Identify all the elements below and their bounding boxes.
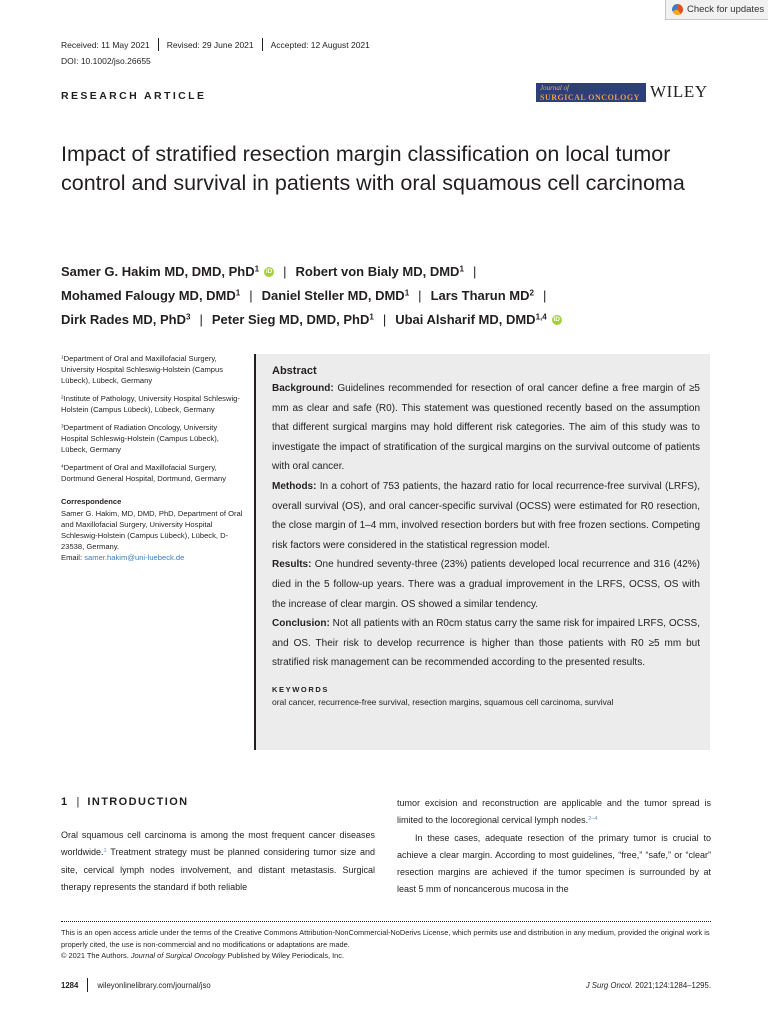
author[interactable]: Robert von Bialy MD, DMD$^1$ (295, 264, 464, 279)
author[interactable]: Daniel Steller MD, DMD$^1$ (261, 288, 410, 303)
author[interactable]: Peter Sieg MD, DMD, PhD$^1$ (211, 312, 374, 327)
affiliations (61, 353, 246, 563)
license-note (61, 927, 711, 962)
license-text: This is an open access article under the terms of the Creative Commons Attribution-NonCommercial-NoDerivs License, which permits use and distribution in any medium, provided the original work is properly cited, the use is non-commercial and no modifications or adaptations are made. (61, 928, 710, 949)
keywords-heading: KEYWORDS (272, 684, 329, 694)
check-for-updates-label: Check for updates (687, 4, 765, 15)
author[interactable]: Samer G. Hakim MD, DMD, PhD$^1$iD (61, 264, 274, 279)
divider (87, 978, 88, 992)
article-dates (61, 38, 370, 51)
journal-citation: J Surg Oncol. 2021;124:1284–1295. (585, 980, 711, 990)
article-type: RESEARCH ARTICLE (61, 90, 207, 102)
abstract-box (254, 354, 710, 750)
divider (158, 38, 159, 51)
orcid-icon[interactable] (552, 315, 562, 325)
correspondence-email-line: Email: samer.hakim@uni-luebeck.de (61, 553, 185, 562)
author[interactable]: Mohamed Falougy MD, DMD$^1$ (61, 288, 241, 303)
author[interactable]: Dirk Rades MD, PhD$^3$ (61, 312, 191, 327)
abstract-conclusion: Conclusion: Not all patients with an R0cm status carry the same risk for impaired LRFS, OCSS, and OS. Their risk to develop recurrence is higher than those patients with R0 ≥5 mm but stratified risk management can be recommended according to the presented results. (272, 618, 700, 669)
revised-date: Revised: 29 June 2021 (166, 39, 254, 50)
journal-logo-line1: Journal of (540, 84, 569, 92)
footnote-divider (61, 921, 711, 922)
abstract-body (272, 379, 700, 673)
journal-url[interactable]: wileyonlinelibrary.com/journal/jso (97, 980, 211, 990)
abstract-methods: Methods: In a cohort of 753 patients, the hazard ratio for local recurrence-free survival (LRFS), overall survival (OS), and oral cancer-specific survival (OCSS) were estimated for R0 resection, the close margin of 1–4 mm, involved resection borders but with free frozen sections. Competing risk factors were considered in the statistical regression model. (272, 480, 701, 551)
page-number: 1284 (61, 980, 79, 990)
doi[interactable]: DOI: 10.1002/jso.26655 (61, 56, 151, 66)
body-column-right (397, 795, 711, 899)
abstract-results: Results: One hundred seventy-three (23%) patients developed local recurrence and 316 (42%) died in the 5 follow-up years. There was a gradual improvement in the LRFS, OCSS, OS with the increase of clear margin. OS showed a similar tendency. (272, 559, 700, 610)
journal-logo-line2: SURGICAL ONCOLOGY (540, 93, 640, 102)
paragraph: In these cases, adequate resection of the primary tumor is crucial to achieve a clear margin. According to most guidelines, “free,” “safe,” or “clear” resection margins are achieved if the tumor specimen is surrounded by at least 5 mm of noncancerous mucosa in the (397, 832, 711, 895)
publisher-logo: WILEY (650, 82, 708, 101)
crossmark-icon (672, 4, 683, 15)
article-title: Impact of stratified resection margin classification on local tumor control and survival in patients with oral squamous cell carcinoma (61, 142, 685, 195)
author-list: Samer G. Hakim MD, DMD, PhD$^1$iD | Robert von Bialy MD, DMD$^1$ | Mohamed Falougy MD, DMD$^1$ | Daniel Steller MD, DMD$^1$ | Lars Tharun $MD^2$ | Dirk Rades MD, PhD$^3$ | Peter Sieg MD, DMD, PhD$^1$ | Ubai Alsharif MD, DMD$^{1,4}$iD (61, 260, 721, 332)
check-for-updates-button[interactable] (665, 0, 768, 20)
abstract-heading: Abstract (272, 365, 317, 377)
journal-logo (536, 83, 646, 102)
copyright: © 2021 The Authors. Journal of Surgical Oncology Published by Wiley Periodicals, Inc. (61, 951, 345, 960)
affiliation: $^4$Department of Oral and Maxillofacial Surgery, Dortmund General Hospital, Dortmund, Germany (61, 463, 227, 483)
author[interactable]: Ubai Alsharif MD, DMD$^{1,4}$iD (395, 312, 562, 327)
section-heading: 1 | INTRODUCTION (61, 796, 189, 808)
orcid-icon[interactable] (264, 267, 274, 277)
received-date: Received: 11 May 2021 (61, 39, 150, 50)
citation-link[interactable]: 1 (103, 848, 107, 855)
abstract-background: Background: Guidelines recommended for resection of oral cancer define a free margin of ≥5 mm as clear and safe (R0). This statement was questioned recently based on the assumption that different surgical margins may hold different risk categories. The aim of this study was to investigate the impact of stratification of the surgical margins on the survival outcome of patients with oral cancer. (272, 383, 700, 473)
email-link[interactable]: samer.hakim@uni-luebeck.de (84, 553, 185, 562)
divider (262, 38, 263, 51)
body-column-left: Oral squamous cell carcinoma is among the most frequent cancer diseases worldwide.$^1$ Treatment strategy must be planned considering tumor size and site, cervical lymph nodes involvement, and distant metastasis. Surgical therapy represents the standard if both reliable (61, 830, 375, 892)
correspondence-text: Samer G. Hakim, MD, DMD, PhD, Department of Oral and Maxillofacial Surgery, University Hospital Schleswig-Holstein (Campus Lübeck), Lübeck, D-23538, Germany. (61, 509, 243, 551)
accepted-date: Accepted: 12 August 2021 (270, 39, 370, 50)
author[interactable]: Lars Tharun $MD^2$ (430, 288, 535, 303)
citation-link[interactable]: 2–4 (588, 816, 598, 823)
keywords: oral cancer, recurrence-free survival, resection margins, squamous cell carcinoma, survival (272, 696, 614, 707)
affiliation: $^2$Institute of Pathology, University Hospital Schleswig-Holstein (Campus Lübeck), Lübeck, Germany (61, 394, 240, 414)
correspondence-heading: Correspondence (61, 497, 122, 506)
paragraph: tumor excision and reconstruction are applicable and the tumor spread is limited to the locoregional cervical lymph nodes.$^{2-4}$ (397, 798, 711, 826)
affiliation: $^3$Department of Radiation Oncology, University Hospital Schleswig-Holstein (Campus Lübeck), Lübeck, Germany (61, 423, 219, 454)
affiliation: $^1$Department of Oral and Maxillofacial Surgery, University Hospital Schleswig-Holstein (Campus Lübeck), Lübeck, Germany (61, 354, 224, 385)
page-footer (61, 978, 711, 992)
